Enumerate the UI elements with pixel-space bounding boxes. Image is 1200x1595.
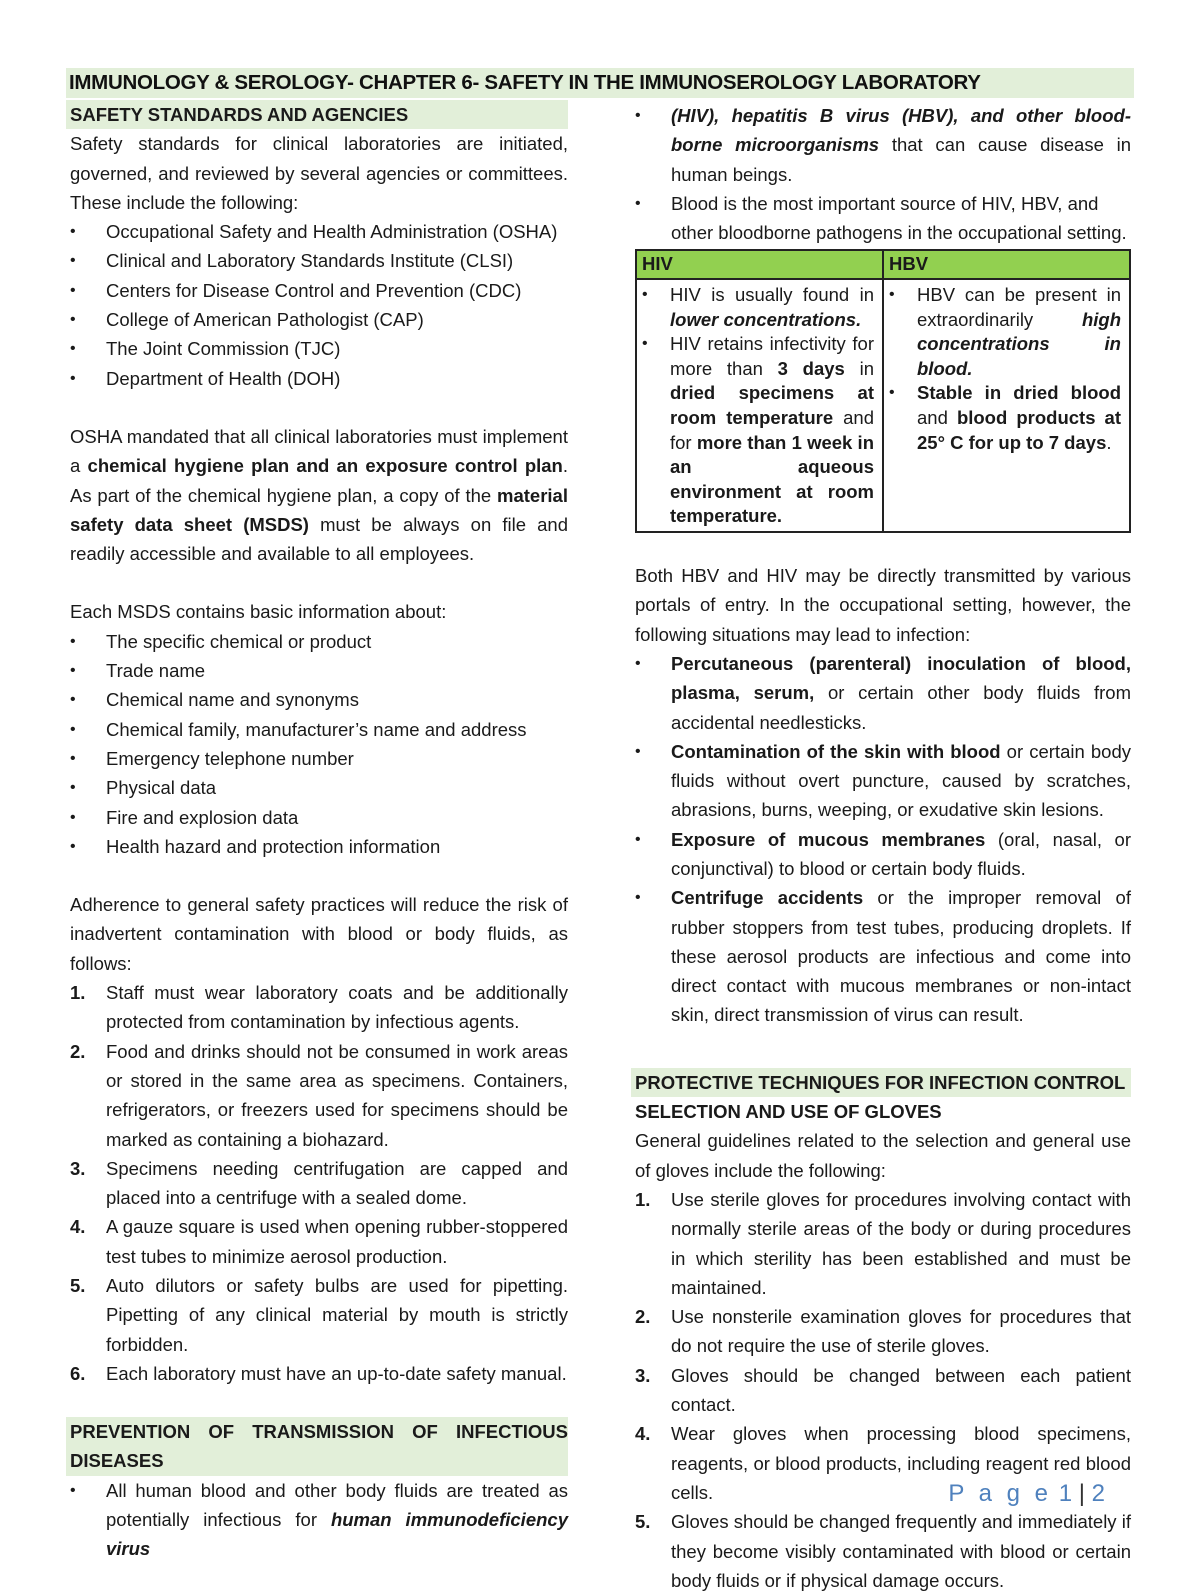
text-span: HIV retains infectivity for more than xyxy=(670,333,874,379)
table-cell-hiv xyxy=(636,279,883,532)
list-number: 1. xyxy=(635,1188,651,1210)
list-item: • Trade name xyxy=(70,656,568,685)
list-item: • Fire and explosion data xyxy=(70,803,568,832)
list-text: Auto dilutors or safety bulbs are used for pipetting. Pipetting of any clinical material by mouth is strictly forbidden. xyxy=(106,1274,568,1355)
text-span: or certain body fluids without overt puncture, caused by scratches, abrasions, burns, weeping, or exudative skin lesions. xyxy=(671,740,1131,821)
list-item xyxy=(635,1185,1131,1302)
bold-text: blood products at 25° C for up to 7 days xyxy=(917,407,1121,453)
gloves-list xyxy=(635,1185,1131,1595)
page-footer xyxy=(948,1480,1105,1508)
hiv-hbv-table xyxy=(635,249,1131,533)
list-item xyxy=(70,1359,568,1388)
list-item xyxy=(70,1037,568,1154)
text-span: or the improper removal of rubber stoppers from test tubes, producing droplets. If these aerosol products are infectious and come into direct contact with mucous membranes or non-intact skin, direct transmission of virus can result. xyxy=(671,887,1131,1026)
paragraph-practices-intro: Adherence to general safety practices will reduce the risk of inadvertent contamination with blood or body fluids, as follows: xyxy=(70,894,568,974)
list-item xyxy=(70,1212,568,1271)
list-item: • Chemical family, manufacturer’s name and address xyxy=(70,715,568,744)
list-item: • Health hazard and protection information xyxy=(70,832,568,861)
text-span: . As part of the chemical hygiene plan, a copy of the xyxy=(70,455,568,506)
list-item xyxy=(889,283,1121,381)
list-number: 2. xyxy=(70,1040,86,1062)
practices-list xyxy=(70,978,568,1388)
prevention-list-continued xyxy=(635,101,1131,247)
text-span: and xyxy=(917,407,957,429)
page-label: P a g e xyxy=(948,1480,1053,1507)
list-text: Food and drinks should not be consumed in work areas or stored in the same area as specimens. Containers, refrigerators, or freezers used for specimens should be marked as containing a biohazard. xyxy=(106,1040,568,1150)
prevention-list xyxy=(70,1476,568,1564)
text-span: in xyxy=(844,357,874,379)
text-span: (oral, nasal, or conjunctival) to blood or certain body fluids. xyxy=(671,828,1131,879)
text-span: OSHA mandated that all clinical laboratories must implement a xyxy=(70,425,568,477)
list-text: Use sterile gloves for procedures involving contact with normally sterile areas of the body or during procedures in which sterility has been established and must be maintained. xyxy=(671,1188,1131,1298)
list-item xyxy=(635,1361,1131,1420)
page-number: 1 xyxy=(1058,1480,1073,1507)
list-item xyxy=(635,649,1131,737)
list-item xyxy=(70,1154,568,1213)
text-span: must be always on file and readily accessible and available to all employees. xyxy=(70,513,568,565)
list-item xyxy=(70,1476,568,1564)
list-item xyxy=(642,283,874,332)
bold-italic-text: (HIV), hepatitis B virus (HBV), and other blood-borne microorganisms xyxy=(671,105,1131,156)
list-item xyxy=(635,737,1131,825)
table-header-hiv: HIV xyxy=(636,250,883,279)
paragraph-msds-intro: Each MSDS contains basic information about: xyxy=(70,601,447,623)
list-text: Gloves should be changed frequently and immediately if they become visibly contaminated with blood or certain body fluids or if physical damage occurs. xyxy=(671,1511,1131,1591)
text-span: HBV can be present in extraordinarily xyxy=(917,284,1121,330)
list-item: • The specific chemical or product xyxy=(70,627,568,656)
paragraph-safety-intro: Safety standards for clinical laboratories are initiated, governed, and reviewed by several agencies or committees. These include the following: xyxy=(70,133,568,213)
list-item-continued xyxy=(635,101,1131,189)
list-item xyxy=(642,332,874,529)
right-column xyxy=(635,101,1131,1595)
list-number: 4. xyxy=(635,1423,651,1445)
bold-text: Stable in dried blood xyxy=(917,382,1121,404)
agencies-list xyxy=(70,217,568,393)
list-item: • Clinical and Laboratory Standards Institute (CLSI) xyxy=(70,246,568,275)
list-text: Specimens needing centrifugation are capped and placed into a centrifuge with a sealed dome. xyxy=(106,1157,568,1209)
list-item xyxy=(889,381,1121,455)
list-item: • Department of Health (DOH) xyxy=(70,364,568,393)
section-heading-prevention: PREVENTION OF TRANSMISSION OF INFECTIOUS DISEASES xyxy=(66,1417,568,1476)
list-number: 6. xyxy=(70,1362,86,1384)
list-number: 3. xyxy=(635,1364,651,1386)
list-item: • Centers for Disease Control and Prevention (CDC) xyxy=(70,276,568,305)
list-number: 2. xyxy=(635,1306,651,1328)
bold-text: Percutaneous (parenteral) inoculation of blood, plasma, serum, xyxy=(671,652,1131,704)
list-item: • Chemical name and synonyms xyxy=(70,685,568,714)
bold-text: dried specimens at room temperature xyxy=(670,382,874,429)
list-number: 5. xyxy=(70,1274,86,1296)
list-item: • Blood is the most important source of HIV, HBV, and other bloodborne pathogens in the occupational setting. xyxy=(635,189,1131,248)
list-item xyxy=(635,883,1131,1029)
list-item xyxy=(70,1271,568,1359)
page-total: 2 xyxy=(1091,1480,1105,1507)
list-number: 3. xyxy=(70,1157,86,1179)
section-heading-protective-techniques: PROTECTIVE TECHNIQUES FOR INFECTION CONTROL xyxy=(631,1068,1131,1097)
list-number: 4. xyxy=(70,1216,86,1238)
text-span: and for xyxy=(670,407,874,453)
bold-text: Centrifuge accidents xyxy=(671,887,864,909)
list-item: • Emergency telephone number xyxy=(70,744,568,773)
text-span: that can cause disease in human beings. xyxy=(671,134,1132,185)
bold-text: Contamination of the skin with blood xyxy=(671,740,1001,762)
text-span: or certain other body fluids from accidental needlesticks. xyxy=(671,682,1131,733)
text-span: HIV is usually found in xyxy=(670,284,874,306)
list-text: Each laboratory must have an up-to-date safety manual. xyxy=(106,1362,567,1384)
list-text: Wear gloves when processing blood specimens, reagents, or blood products, including reagent red blood cells. xyxy=(671,1423,1131,1503)
text-span: All human blood and other body fluids are treated as potentially infectious for xyxy=(106,1479,568,1531)
list-text: Use nonsterile examination gloves for procedures that do not require the use of sterile gloves. xyxy=(671,1306,1131,1357)
left-column xyxy=(70,100,568,1564)
bold-italic-text: high concentrations in blood. xyxy=(917,308,1121,379)
list-item: • The Joint Commission (TJC) xyxy=(70,334,568,363)
paragraph-gloves-intro: General guidelines related to the selection and general use of gloves include the following: xyxy=(635,1130,1131,1181)
list-number: 5. xyxy=(635,1511,651,1533)
page-title: IMMUNOLOGY & SEROLOGY- CHAPTER 6- SAFETY IN THE IMMUNOSEROLOGY LABORATORY xyxy=(66,68,1134,98)
subheading-gloves: SELECTION AND USE OF GLOVES xyxy=(635,1101,942,1123)
list-text: Gloves should be changed between each patient contact. xyxy=(671,1364,1131,1416)
list-item: • College of American Pathologist (CAP) xyxy=(70,305,568,334)
page-separator: | xyxy=(1078,1480,1085,1507)
transmission-list xyxy=(635,649,1131,1030)
bold-text: material safety data sheet (MSDS) xyxy=(70,484,568,535)
list-item: • Physical data xyxy=(70,773,568,802)
table-cell-hbv xyxy=(883,279,1130,532)
bold-text: Exposure of mucous membranes xyxy=(671,828,986,850)
bold-italic-text: lower concentrations. xyxy=(670,308,862,330)
list-item xyxy=(635,1507,1131,1595)
msds-list xyxy=(70,627,568,861)
list-text: A gauze square is used when opening rubber-stoppered test tubes to minimize aerosol production. xyxy=(106,1216,568,1267)
bold-italic-text: human immunodeficiency virus xyxy=(106,1509,568,1560)
list-item xyxy=(635,1302,1131,1361)
text-span: . xyxy=(1106,431,1112,453)
list-number: 1. xyxy=(70,982,86,1004)
list-item xyxy=(635,825,1131,884)
list-text: Staff must wear laboratory coats and be additionally protected from contamination by infectious agents. xyxy=(106,982,568,1033)
paragraph-osha xyxy=(70,422,568,568)
bold-text: chemical hygiene plan and an exposure control plan xyxy=(87,455,563,477)
list-item xyxy=(70,978,568,1037)
bold-text: 3 days xyxy=(777,357,845,379)
paragraph-transmission-intro: Both HBV and HIV may be directly transmitted by various portals of entry. In the occupational setting, however, the following situations may lead to infection: xyxy=(635,565,1131,645)
table-header-hbv: HBV xyxy=(883,250,1130,279)
section-heading-safety-standards: SAFETY STANDARDS AND AGENCIES xyxy=(66,100,568,129)
list-item: • Occupational Safety and Health Administration (OSHA) xyxy=(70,217,568,246)
bold-text: more than 1 week in an aqueous environment at room temperature. xyxy=(670,431,874,527)
